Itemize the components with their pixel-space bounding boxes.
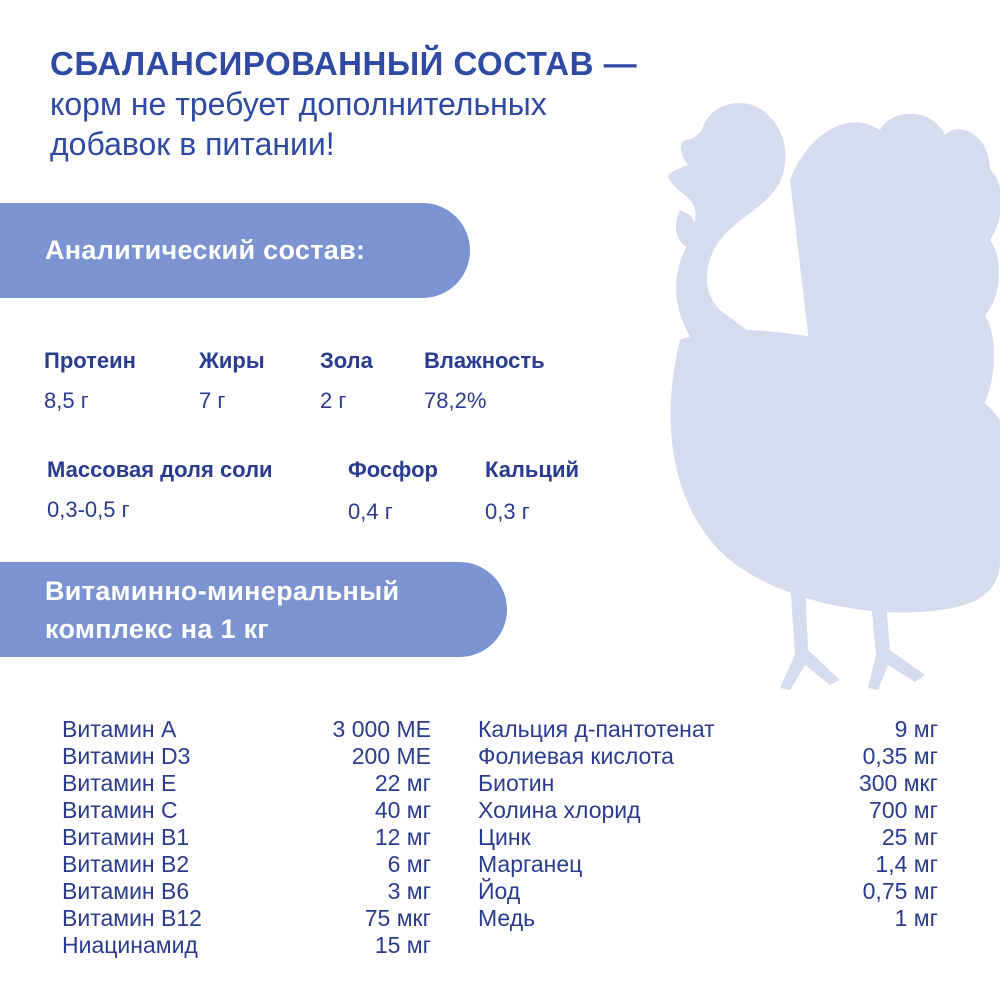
vitamin-amount: 22 мг xyxy=(374,770,431,796)
vitamin-row xyxy=(62,878,431,905)
vitamin-amount: 3 000 МЕ xyxy=(332,716,431,742)
vitamin-row xyxy=(62,716,431,743)
nutrient-fats xyxy=(199,348,265,413)
nutrient-moisture xyxy=(424,348,545,413)
nutrient-value: 2 г xyxy=(320,388,347,413)
nutrient-value: 7 г xyxy=(199,388,226,413)
vitamin-name: Витамин В1 xyxy=(62,824,190,850)
vitamin-amount: 40 мг xyxy=(374,797,431,823)
nutrient-label: Протеин xyxy=(44,348,136,373)
turkey-icon xyxy=(640,90,1000,710)
mineral-name: Цинк xyxy=(478,824,531,850)
mineral-amount: 25 мг xyxy=(881,824,938,850)
nutrient-value: 8,5 г xyxy=(44,388,89,413)
vitamin-name: Витамин В12 xyxy=(62,905,202,931)
vitamin-name: Витамин С xyxy=(62,797,178,823)
nutrient-label: Кальций xyxy=(485,457,580,482)
nutrient-value: 0,3 г xyxy=(485,499,530,524)
vitamin-name: Витамин А xyxy=(62,716,177,742)
mineral-name: Медь xyxy=(478,905,536,931)
mineral-amount: 700 мг xyxy=(869,797,938,823)
vitamin-complex-banner xyxy=(0,562,507,657)
vitamin-amount: 15 мг xyxy=(374,932,431,958)
nutrient-ash xyxy=(320,348,373,413)
vitamin-name: Витамин В2 xyxy=(62,851,190,877)
nutrient-protein xyxy=(44,348,136,413)
vitamin-row xyxy=(62,851,431,878)
mineral-row xyxy=(478,905,938,932)
vitamin-amount: 200 МЕ xyxy=(351,743,431,769)
mineral-amount: 1,4 мг xyxy=(875,851,938,877)
vitamin-amount: 6 мг xyxy=(387,851,431,877)
mineral-name: Марганец xyxy=(478,851,583,877)
vitamin-name: Витамин D3 xyxy=(62,743,191,769)
mineral-row xyxy=(478,743,938,770)
vitamin-name: Витамин В6 xyxy=(62,878,190,904)
mineral-amount: 1 мг xyxy=(894,905,938,931)
mineral-name: Кальция д-пантотенат xyxy=(478,716,715,742)
headline xyxy=(50,44,730,164)
vitamin-row xyxy=(62,770,431,797)
mineral-amount: 9 мг xyxy=(894,716,938,742)
nutrient-label: Массовая доля соли xyxy=(47,457,273,482)
mineral-row xyxy=(478,851,938,878)
vitamin-row xyxy=(62,905,431,932)
headline-strong: СБАЛАНСИРОВАННЫЙ СОСТАВ — xyxy=(50,45,638,82)
vitamin-row xyxy=(62,743,431,770)
nutrient-value: 78,2% xyxy=(424,388,487,413)
vitamin-amount: 75 мкг xyxy=(364,905,431,931)
mineral-row xyxy=(478,797,938,824)
headline-line-3: добавок в питании! xyxy=(50,126,335,162)
nutrient-phosphorus xyxy=(348,457,438,524)
nutrient-label: Зола xyxy=(320,348,373,373)
vitamin-complex-title-line-1: Витаминно-минеральный xyxy=(45,575,400,606)
vitamin-amount: 3 мг xyxy=(387,878,431,904)
mineral-name: Фолиевая кислота xyxy=(478,743,674,769)
nutrient-label: Фосфор xyxy=(348,457,438,482)
vitamin-row xyxy=(62,932,431,959)
vitamin-row xyxy=(62,797,431,824)
mineral-row xyxy=(478,878,938,905)
mineral-name: Биотин xyxy=(478,770,555,796)
mineral-amount: 0,35 мг xyxy=(862,743,938,769)
mineral-row xyxy=(478,716,938,743)
nutrient-label: Влажность xyxy=(424,348,545,373)
vitamin-complex-title-line-2: комплекс на 1 кг xyxy=(45,613,269,644)
headline-line-2: корм не требует дополнительных xyxy=(50,86,547,122)
mineral-name: Йод xyxy=(478,878,521,904)
nutrient-value: 0,4 г xyxy=(348,499,393,524)
mineral-amount: 0,75 мг xyxy=(862,878,938,904)
vitamin-name: Витамин Е xyxy=(62,770,177,796)
vitamin-name: Ниацинамид xyxy=(62,932,198,958)
nutrient-calcium xyxy=(485,457,580,524)
nutrient-value: 0,3-0,5 г xyxy=(47,497,130,522)
analytic-composition-banner xyxy=(0,203,470,298)
vitamin-amount: 12 мг xyxy=(374,824,431,850)
mineral-row xyxy=(478,770,938,797)
mineral-amount: 300 мкг xyxy=(858,770,938,796)
mineral-row xyxy=(478,824,938,851)
analytic-composition-title: Аналитический состав: xyxy=(45,235,366,265)
mineral-name: Холина хлорид xyxy=(478,797,641,823)
vitamin-row xyxy=(62,824,431,851)
nutrient-label: Жиры xyxy=(199,348,265,373)
nutrient-salt xyxy=(47,457,273,522)
